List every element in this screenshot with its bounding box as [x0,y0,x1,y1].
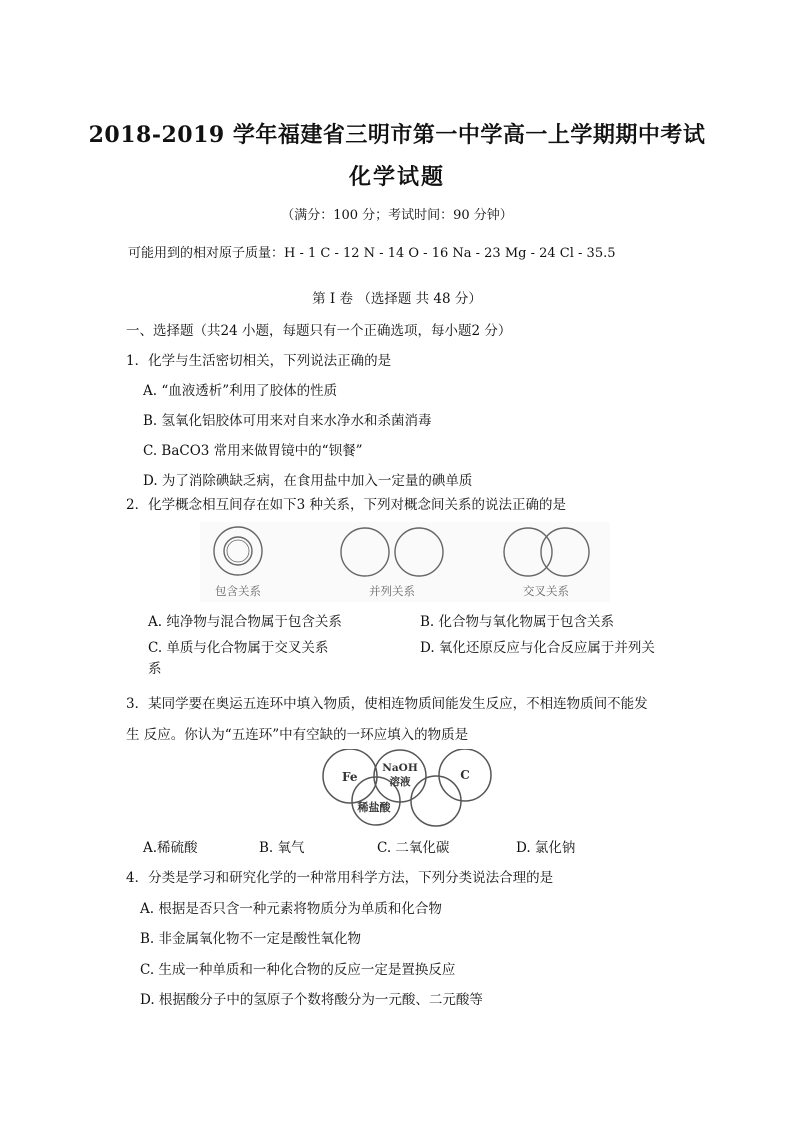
question-2-option-c: C. 单质与化合物属于交叉关系 [148,640,329,656]
question-4-option-a: A. 根据是否只含一种元素将物质分为单质和化合物 [140,901,442,917]
question-2-option-a: A. 纯净物与混合物属于包含关系 [148,614,342,630]
parallel-label: 并列关系 [369,584,415,598]
ring-naoh-label-2: 溶液 [389,776,411,788]
question-4-option-d: D. 根据酸分子中的氢原子个数将酸分为一元酸、二元酸等 [140,992,483,1008]
atomic-masses: 可能用到的相对原子质量：H - 1 C - 12 N - 14 O - 16 Na - 23 Mg - 24 Cl - 35.5 [128,246,616,261]
intersection-label: 交叉关系 [523,584,569,598]
question-3-option-a: A.稀硫酸 [143,840,198,856]
question-3-stem-line-1: 3．某同学要在奥运五连环中填入物质，使相连物质间能发生反应，不相连物质间不能发 [126,696,648,712]
question-3-option-d: D. 氯化钠 [516,840,576,856]
exam-title: 2018-2019 学年福建省三明市第一中学高一上学期期中考试 [88,122,706,148]
exam-info: （满分：100 分；考试时间：90 分钟） [281,208,513,223]
question-4-stem: 4．分类是学习和研究化学的一种常用科学方法，下列分类说法合理的是 [126,870,554,886]
question-1-option-c: C. BaCO3 常用来做胃镜中的“钡餐” [143,443,363,459]
exam-subject-title: 化学试题 [348,164,445,190]
question-2-stem: 2．化学概念相互间存在如下3 种关系，下列对概念间关系的说法正确的是 [126,497,566,513]
question-3-option-c: C. 二氧化碳 [377,840,450,856]
question-2-option-b: B. 化合物与氧化物属于包含关系 [420,614,615,630]
concept-relationship-figure [200,522,610,602]
olympic-rings-figure [318,749,496,829]
question-1-option-b: B. 氢氧化铝胶体可用来对自来水净水和杀菌消毒 [143,413,432,429]
question-1-stem: 1．化学与生活密切相关，下列说法正确的是 [126,353,392,369]
question-1-option-a: A. “血液透析”利用了胶体的性质 [143,383,338,399]
question-1-option-d: D. 为了消除碘缺乏病，在食用盐中加入一定量的碘单质 [143,473,473,489]
ring-hcl-label: 稀盐酸 [357,801,391,814]
ring-fe-label: Fe [342,770,358,784]
question-2-option-d: D. 氧化还原反应与化合反应属于并列关 [420,640,655,656]
ring-naoh-label-1: NaOH [382,762,418,774]
ring-c-label: C [460,768,470,782]
inclusion-label: 包含关系 [215,584,261,598]
question-4-option-b: B. 非金属氧化物不一定是酸性氧化物 [140,931,362,947]
question-3-stem-line-2: 生 反应。你认为“五连环”中有空缺的一环应填入的物质是 [126,727,469,743]
section-title: 第 I 卷 （选择题 共 48 分） [312,291,482,307]
question-4-option-c: C. 生成一种单质和一种化合物的反应一定是置换反应 [140,962,456,978]
ring-empty [411,776,461,826]
part-heading: 一、选择题（共24 小题，每题只有一个正确选项，每小题2 分） [126,323,512,339]
question-2-option-d-wrap: 系 [148,661,162,677]
question-3-option-b: B. 氧气 [259,840,305,856]
